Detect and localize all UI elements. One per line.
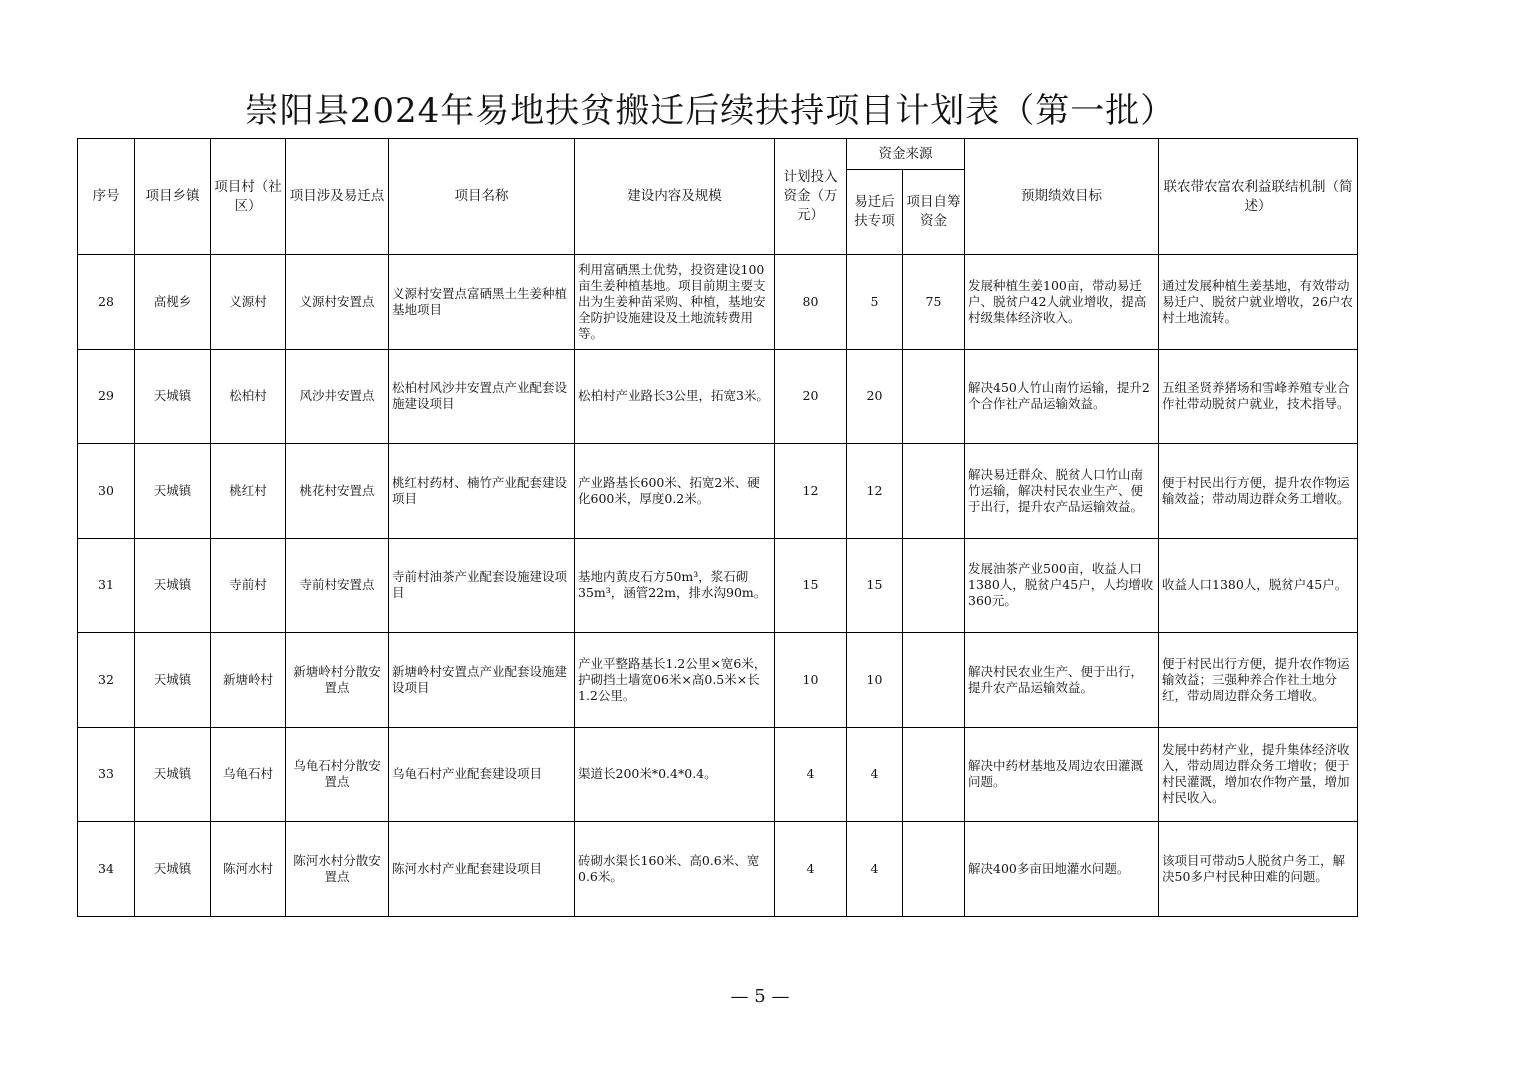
cell-mechanism: 发展中药材产业，提升集体经济收入，带动周边群众务工增收；便于村民灌溉，增加农作物产量，增加村民收入。: [1159, 727, 1358, 822]
cell-self: [903, 633, 965, 728]
cell-town: 天城镇: [135, 633, 211, 728]
table-row: [78, 255, 1358, 350]
cell-town: 天城镇: [135, 538, 211, 633]
cell-goal: 解决村民农业生产、便于出行，提升农产品运输效益。: [965, 633, 1159, 728]
cell-name: 松柏村风沙井安置点产业配套设施建设项目: [389, 349, 575, 444]
header-town: 项目乡镇: [135, 139, 211, 255]
cell-village: 陈河水村: [211, 822, 286, 917]
header-site: 项目涉及易迁点: [286, 139, 389, 255]
cell-town: 高枧乡: [135, 255, 211, 350]
header-total: 计划投入资金（万元）: [775, 139, 847, 255]
cell-name: 陈河水村产业配套建设项目: [389, 822, 575, 917]
cell-special: 5: [847, 255, 903, 350]
cell-special: 15: [847, 538, 903, 633]
cell-site: 陈河水村分散安置点: [286, 822, 389, 917]
cell-seq: 29: [78, 349, 135, 444]
header-goal: 预期绩效目标: [965, 139, 1159, 255]
cell-seq: 33: [78, 727, 135, 822]
cell-content: 渠道长200米*0.4*0.4。: [575, 727, 775, 822]
cell-content: 基地内黄皮石方50m³，浆石砌35m³，涵管22m，排水沟90m。: [575, 538, 775, 633]
table-row: [78, 727, 1358, 822]
cell-special: 10: [847, 633, 903, 728]
cell-content: 利用富硒黑土优势，投资建设100亩生姜种植基地。项目前期主要支出为生姜种苗采购、种植，基地安全防护设施建设及土地流转费用等。: [575, 255, 775, 350]
cell-name: 寺前村油茶产业配套设施建设项目: [389, 538, 575, 633]
cell-site: 乌龟石村分散安置点: [286, 727, 389, 822]
cell-mechanism: 便于村民出行方便，提升农作物运输效益；三强种养合作社土地分红，带动周边群众务工增收。: [1159, 633, 1358, 728]
header-special: 易迁后扶专项: [847, 170, 903, 255]
cell-special: 20: [847, 349, 903, 444]
cell-special: 4: [847, 727, 903, 822]
cell-name: 义源村安置点富硒黑土生姜种植基地项目: [389, 255, 575, 350]
header-seq: 序号: [78, 139, 135, 255]
cell-name: 桃红村药材、楠竹产业配套建设项目: [389, 444, 575, 539]
cell-name: 新塘岭村安置点产业配套设施建设项目: [389, 633, 575, 728]
cell-name: 乌龟石村产业配套建设项目: [389, 727, 575, 822]
table-header: [78, 139, 1358, 255]
cell-total: 15: [775, 538, 847, 633]
header-mechanism: 联农带农富农利益联结机制（简述）: [1159, 139, 1358, 255]
cell-self: [903, 349, 965, 444]
cell-village: 松柏村: [211, 349, 286, 444]
table-row: [78, 538, 1358, 633]
table-row: [78, 349, 1358, 444]
cell-goal: 解决中药材基地及周边农田灌溉问题。: [965, 727, 1159, 822]
cell-site: 桃花村安置点: [286, 444, 389, 539]
cell-site: 新塘岭村分散安置点: [286, 633, 389, 728]
cell-mechanism: 便于村民出行方便，提升农作物运输效益；带动周边群众务工增收。: [1159, 444, 1358, 539]
cell-seq: 34: [78, 822, 135, 917]
project-plan-table: [77, 138, 1358, 917]
header-village: 项目村（社区）: [211, 139, 286, 255]
cell-total: 12: [775, 444, 847, 539]
cell-village: 乌龟石村: [211, 727, 286, 822]
cell-self: 75: [903, 255, 965, 350]
cell-self: [903, 444, 965, 539]
cell-content: 产业平整路基长1.2公里×宽6米，护砌挡土墙宽06米×高0.5米×长1.2公里。: [575, 633, 775, 728]
cell-special: 12: [847, 444, 903, 539]
cell-mechanism: 通过发展种植生姜基地，有效带动易迁户、脱贫户就业增收，26户农村土地流转。: [1159, 255, 1358, 350]
table-row: [78, 633, 1358, 728]
header-name: 项目名称: [389, 139, 575, 255]
cell-seq: 28: [78, 255, 135, 350]
cell-total: 10: [775, 633, 847, 728]
cell-village: 新塘岭村: [211, 633, 286, 728]
cell-goal: 解决易迁群众、脱贫人口竹山南竹运输，解决村民农业生产、便于出行，提升农产品运输效益。: [965, 444, 1159, 539]
cell-seq: 30: [78, 444, 135, 539]
header-self: 项目自筹资金: [903, 170, 965, 255]
cell-special: 4: [847, 822, 903, 917]
cell-site: 义源村安置点: [286, 255, 389, 350]
header-source: 资金来源: [847, 139, 965, 170]
cell-goal: 发展油茶产业500亩，收益人口1380人，脱贫户45户，人均增收360元。: [965, 538, 1159, 633]
cell-total: 4: [775, 727, 847, 822]
cell-goal: 发展种植生姜100亩，带动易迁户、脱贫户42人就业增收，提高村级集体经济收入。: [965, 255, 1159, 350]
table-body: [78, 255, 1358, 917]
cell-goal: 解决400多亩田地灌水问题。: [965, 822, 1159, 917]
cell-content: 松柏村产业路长3公里，拓宽3米。: [575, 349, 775, 444]
cell-town: 天城镇: [135, 727, 211, 822]
cell-village: 桃红村: [211, 444, 286, 539]
cell-content: 砖砌水渠长160米、高0.6米、宽0.6米。: [575, 822, 775, 917]
cell-self: [903, 727, 965, 822]
cell-town: 天城镇: [135, 822, 211, 917]
cell-total: 80: [775, 255, 847, 350]
cell-self: [903, 822, 965, 917]
cell-seq: 32: [78, 633, 135, 728]
cell-village: 义源村: [211, 255, 286, 350]
cell-town: 天城镇: [135, 444, 211, 539]
header-content: 建设内容及规模: [575, 139, 775, 255]
cell-seq: 31: [78, 538, 135, 633]
cell-village: 寺前村: [211, 538, 286, 633]
cell-mechanism: 五组圣贤养猪场和雪峰养殖专业合作社带动脱贫户就业，技术指导。: [1159, 349, 1358, 444]
document-title: 崇阳县2024年易地扶贫搬迁后续扶持项目计划表（第一批）: [244, 91, 1176, 131]
table-row: [78, 822, 1358, 917]
cell-total: 20: [775, 349, 847, 444]
cell-mechanism: 收益人口1380人，脱贫户45户。: [1159, 538, 1358, 633]
cell-content: 产业路基长600米、拓宽2米、硬化600米，厚度0.2米。: [575, 444, 775, 539]
page-number: — 5 —: [730, 986, 790, 1007]
table-row: [78, 444, 1358, 539]
cell-site: 风沙井安置点: [286, 349, 389, 444]
cell-town: 天城镇: [135, 349, 211, 444]
cell-site: 寺前村安置点: [286, 538, 389, 633]
cell-self: [903, 538, 965, 633]
cell-mechanism: 该项目可带动5人脱贫户务工，解决50多户村民种田难的问题。: [1159, 822, 1358, 917]
cell-total: 4: [775, 822, 847, 917]
cell-goal: 解决450人竹山南竹运输，提升2个合作社产品运输效益。: [965, 349, 1159, 444]
